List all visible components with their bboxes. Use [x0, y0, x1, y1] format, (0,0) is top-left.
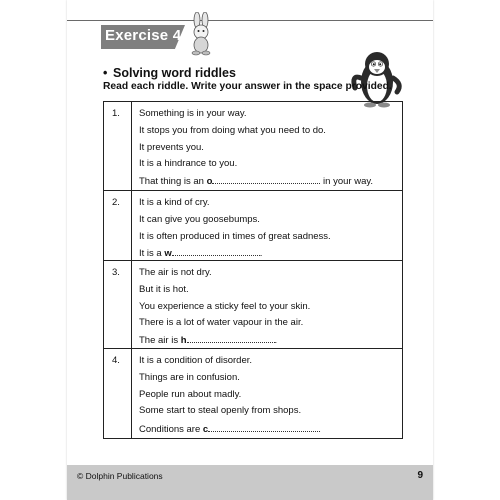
riddle-line: Something is in your way.	[139, 108, 247, 119]
riddle-line: It is a condition of disorder.	[139, 355, 253, 366]
exercise-label: Exercise 4	[105, 27, 182, 44]
answer-line	[139, 246, 262, 259]
top-rule	[67, 20, 433, 21]
section-title-text: Solving word riddles	[113, 66, 236, 80]
answer-hint-letter: c	[202, 424, 209, 435]
riddle-line: It is a hindrance to you.	[139, 158, 238, 169]
answer-prefix: That thing is an	[139, 176, 207, 187]
bullet-icon: •	[103, 66, 108, 80]
riddle-number: 3.	[112, 267, 120, 278]
riddle-row-1	[104, 102, 402, 191]
riddle-number: 2.	[112, 197, 120, 208]
answer-prefix: It is a	[139, 248, 165, 259]
riddle-row-4	[104, 349, 402, 439]
answer-suffix: .	[259, 248, 263, 259]
riddle-line: It is a kind of cry.	[139, 197, 210, 208]
riddle-row-3	[104, 261, 402, 349]
number-cell	[104, 349, 132, 438]
riddle-line: It stops you from doing what you need to do.	[139, 125, 326, 136]
riddle-line: It prevents you.	[139, 142, 204, 153]
answer-blank[interactable]	[187, 333, 275, 343]
publisher-credit: © Dolphin Publications	[77, 471, 163, 481]
riddle-line: But it is hot.	[139, 284, 189, 295]
answer-line	[139, 174, 373, 187]
answer-suffix: in your way.	[320, 176, 374, 187]
number-cell	[104, 261, 132, 348]
answer-hint-letter: h	[180, 335, 187, 346]
section-title	[103, 66, 236, 80]
answer-line	[139, 422, 321, 435]
bunny-illustration	[187, 12, 217, 56]
answer-blank[interactable]	[212, 174, 320, 184]
riddle-line: It is often produced in times of great sadness.	[139, 231, 331, 242]
riddle-row-2	[104, 191, 402, 261]
answer-line	[139, 333, 277, 346]
answer-hint-letter: o	[206, 176, 213, 187]
number-cell	[104, 191, 132, 260]
riddle-line: People run about madly.	[139, 389, 242, 400]
page-number: 9	[417, 470, 423, 481]
riddle-line: Things are in confusion.	[139, 372, 240, 383]
riddle-line: You experience a sticky feel to your skin.	[139, 301, 311, 312]
number-cell	[104, 102, 132, 190]
riddle-line: It can give you goosebumps.	[139, 214, 260, 225]
answer-blank[interactable]	[172, 246, 260, 256]
answer-hint-letter: w	[164, 248, 172, 259]
answer-suffix: .	[318, 424, 321, 435]
riddle-number: 4.	[112, 355, 120, 366]
answer-prefix: Conditions are	[139, 424, 203, 435]
riddle-line: The air is not dry.	[139, 267, 212, 278]
riddle-line: There is a lot of water vapour in the air.	[139, 317, 304, 328]
instruction-text: Read each riddle. Write your answer in the space provided.	[103, 81, 392, 92]
riddle-number: 1.	[112, 108, 120, 119]
riddle-line: Some start to steal openly from shops.	[139, 405, 302, 416]
worksheet-page	[67, 0, 433, 500]
answer-prefix: The air is	[139, 335, 181, 346]
riddle-table	[103, 101, 403, 439]
answer-suffix: .	[274, 335, 278, 346]
answer-blank[interactable]	[208, 422, 318, 432]
